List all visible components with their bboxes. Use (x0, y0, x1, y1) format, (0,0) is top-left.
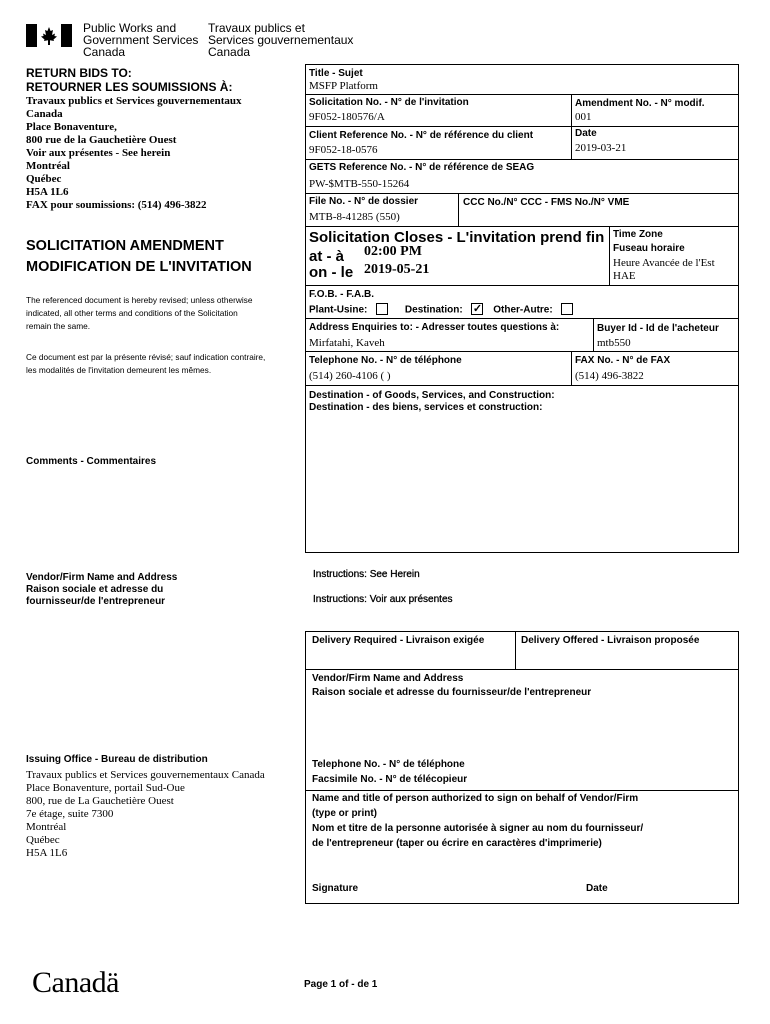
amendment-no-label: Amendment No. - N° modif. (575, 98, 705, 109)
file-no-label: File No. - N° de dossier (309, 196, 419, 207)
canada-wordmark: Canadä (32, 966, 119, 999)
vendor-telephone-label: Telephone No. - N° de téléphone (312, 759, 465, 770)
plant-label: Plant-Usine: (309, 304, 368, 316)
vendor-left-label-line: Vendor/Firm Name and Address (26, 572, 178, 583)
department-name-en (83, 22, 198, 58)
time-zone-value: Heure Avancée de l'Est (613, 257, 715, 269)
authorized-line: Name and title of person authorized to sign on behalf of Vendor/Firm (312, 793, 639, 804)
time-zone-label-fr: Fuseau horaire (613, 243, 685, 254)
issuing-line: Montréal (26, 821, 67, 833)
address-line: Montréal (26, 160, 70, 172)
authorized-person-field[interactable] (306, 852, 738, 876)
issuing-line: Travaux publics et Services gouvernementaux Canada (26, 769, 265, 781)
destination-label: Destination: (404, 304, 463, 316)
issuing-line: 800, rue de La Gauchetière Ouest (26, 795, 174, 807)
address-line: Québec (26, 173, 62, 185)
address-line: FAX pour soumissions: (514) 496-3822 (26, 199, 207, 211)
authorized-line: de l'entrepreneur (taper ou écrire en caractères d'imprimerie) (312, 838, 602, 849)
note-line: The referenced document is hereby revised; unless otherwise (26, 295, 253, 305)
issuing-line: H5A 1L6 (26, 847, 68, 859)
buyer-id-label: Buyer Id - Id de l'acheteur (597, 323, 719, 334)
instructions-en: Instructions: See Herein (313, 569, 420, 580)
return-bids-title (26, 66, 232, 94)
department-name-en-line: Government Services (83, 33, 199, 47)
vendor-name-field[interactable] (306, 700, 738, 755)
issuing-office-address (26, 769, 265, 860)
fob-options (309, 304, 573, 317)
title-value: MSFP Platform (309, 80, 378, 92)
department-name-fr-line: Services gouvernementaux (208, 33, 354, 47)
file-no-value: MTB-8-41285 (550) (309, 211, 400, 223)
other-label: Other-Autre: (493, 304, 553, 316)
fax-value: (514) 496-3822 (575, 370, 644, 382)
instructions-fr: Instructions: Voir aux présentes (313, 594, 453, 605)
telephone-label: Telephone No. - N° de téléphone (309, 355, 462, 366)
closes-on-label: on - le (309, 264, 354, 281)
address-line: Place Bonaventure, (26, 121, 117, 133)
time-zone-value-abbr: HAE (613, 270, 636, 282)
title-label: Title - Sujet (309, 68, 363, 79)
return-bids-address (26, 95, 242, 212)
amendment-no-value: 001 (575, 111, 592, 123)
address-line: Voir aux présentes - See herein (26, 147, 171, 159)
ccc-no-label: CCC No./N° CCC - FMS No./N° VME (463, 197, 630, 208)
authorized-line: (type or print) (312, 808, 377, 819)
issuing-line: Place Bonaventure, portail Sud-Oue (26, 782, 185, 794)
destination-goods-label-fr: Destination - des biens, services et construction: (309, 402, 543, 413)
time-zone-label: Time Zone (613, 229, 663, 240)
fob-label: F.O.B. - F.A.B. (309, 289, 374, 300)
authorized-line: Nom et titre de la personne autorisée à signer au nom du fournisseur/ (312, 823, 644, 834)
closes-time: 02:00 PM (364, 244, 422, 259)
address-line: Travaux publics et Services gouvernementaux (26, 95, 242, 107)
comments-label: Comments - Commentaires (26, 456, 157, 467)
issuing-line: 7e étage, suite 7300 (26, 808, 114, 820)
gets-ref-value: PW-$MTB-550-15264 (309, 178, 410, 190)
authorized-person-label (312, 791, 643, 851)
address-line: 800 rue de la Gauchetière Ouest (26, 134, 177, 146)
address-enquiries-value: Mirfatahi, Kaveh (309, 337, 385, 349)
amendment-note-en (26, 294, 252, 333)
note-line: indicated, all other terms and conditions of the Solicitation (26, 308, 238, 318)
delivery-offered-field[interactable] (516, 648, 738, 668)
vendor-facsimile-label: Facsimile No. - N° de télécopieur (312, 774, 468, 785)
solicitation-no-label: Solicitation No. - N° de l'invitation (309, 97, 469, 108)
delivery-required-label: Delivery Required - Livraison exigée (312, 635, 485, 646)
amendment-title (26, 236, 252, 278)
address-line: Canada (26, 108, 63, 120)
destination-checkbox[interactable]: ✓ (472, 303, 483, 315)
signature-date-label: Date (586, 883, 608, 894)
department-name-fr (208, 22, 353, 58)
issuing-line: Québec (26, 834, 60, 846)
amendment-title-fr: MODIFICATION DE L'INVITATION (26, 259, 252, 275)
vendor-left-label-line: Raison sociale et adresse du (26, 584, 164, 595)
plant-checkbox[interactable] (376, 303, 388, 315)
date-label: Date (575, 128, 597, 139)
note-line: les modalités de l'invitation demeurent les mêmes. (26, 365, 212, 375)
vendor-left-label (26, 572, 177, 608)
issuing-office-label: Issuing Office - Bureau de distribution (26, 754, 208, 765)
department-name-en-line: Canada (83, 45, 126, 59)
destination-goods-label: Destination - of Goods, Services, and Construction: (309, 390, 555, 401)
department-name-en-line: Public Works and (83, 21, 177, 35)
note-line: Ce document est par la présente révisé; sauf indication contraire, (26, 352, 266, 362)
delivery-offered-label: Delivery Offered - Livraison proposée (521, 635, 700, 646)
note-line: remain the same. (26, 321, 91, 331)
gets-ref-label: GETS Reference No. - N° de référence de SEAG (309, 162, 535, 173)
other-checkbox[interactable] (561, 303, 573, 315)
solicitation-no-value: 9F052-180576/A (309, 111, 385, 123)
amendment-note-fr (26, 351, 265, 377)
address-enquiries-label: Address Enquiries to: - Adresser toutes questions à: (309, 322, 560, 333)
signature-label: Signature (312, 883, 359, 894)
department-name-fr-line: Travaux publics et (208, 21, 305, 35)
department-name-fr-line: Canada (208, 45, 251, 59)
buyer-id-value: mtb550 (597, 337, 631, 349)
return-bids-title-fr: RETOURNER LES SOUMISSIONS À: (26, 80, 233, 94)
closes-date: 2019-05-21 (364, 262, 430, 277)
address-line: H5A 1L6 (26, 186, 69, 198)
return-bids-title-en: RETURN BIDS TO: (26, 66, 132, 80)
closes-heading: Solicitation Closes - L'invitation prend fin (309, 229, 605, 246)
vendor-left-label-line: fournisseur/de l'entrepreneur (26, 596, 166, 607)
client-ref-value: 9F052-18-0576 (309, 144, 378, 156)
telephone-value: (514) 260-4106 ( ) (309, 370, 391, 382)
vendor-name-label: Vendor/Firm Name and Address (312, 673, 464, 684)
date-value: 2019-03-21 (575, 142, 627, 154)
fax-label: FAX No. - N° de FAX (575, 355, 671, 366)
client-ref-label: Client Reference No. - N° de référence du client (309, 130, 534, 141)
closes-at-label: at - à (309, 248, 345, 265)
page-number: Page 1 of - de 1 (304, 979, 378, 990)
vendor-name-label-fr: Raison sociale et adresse du fournisseur/de l'entrepreneur (312, 687, 592, 698)
amendment-title-en: SOLICITATION AMENDMENT (26, 238, 224, 254)
canada-flag-logo (26, 24, 72, 47)
